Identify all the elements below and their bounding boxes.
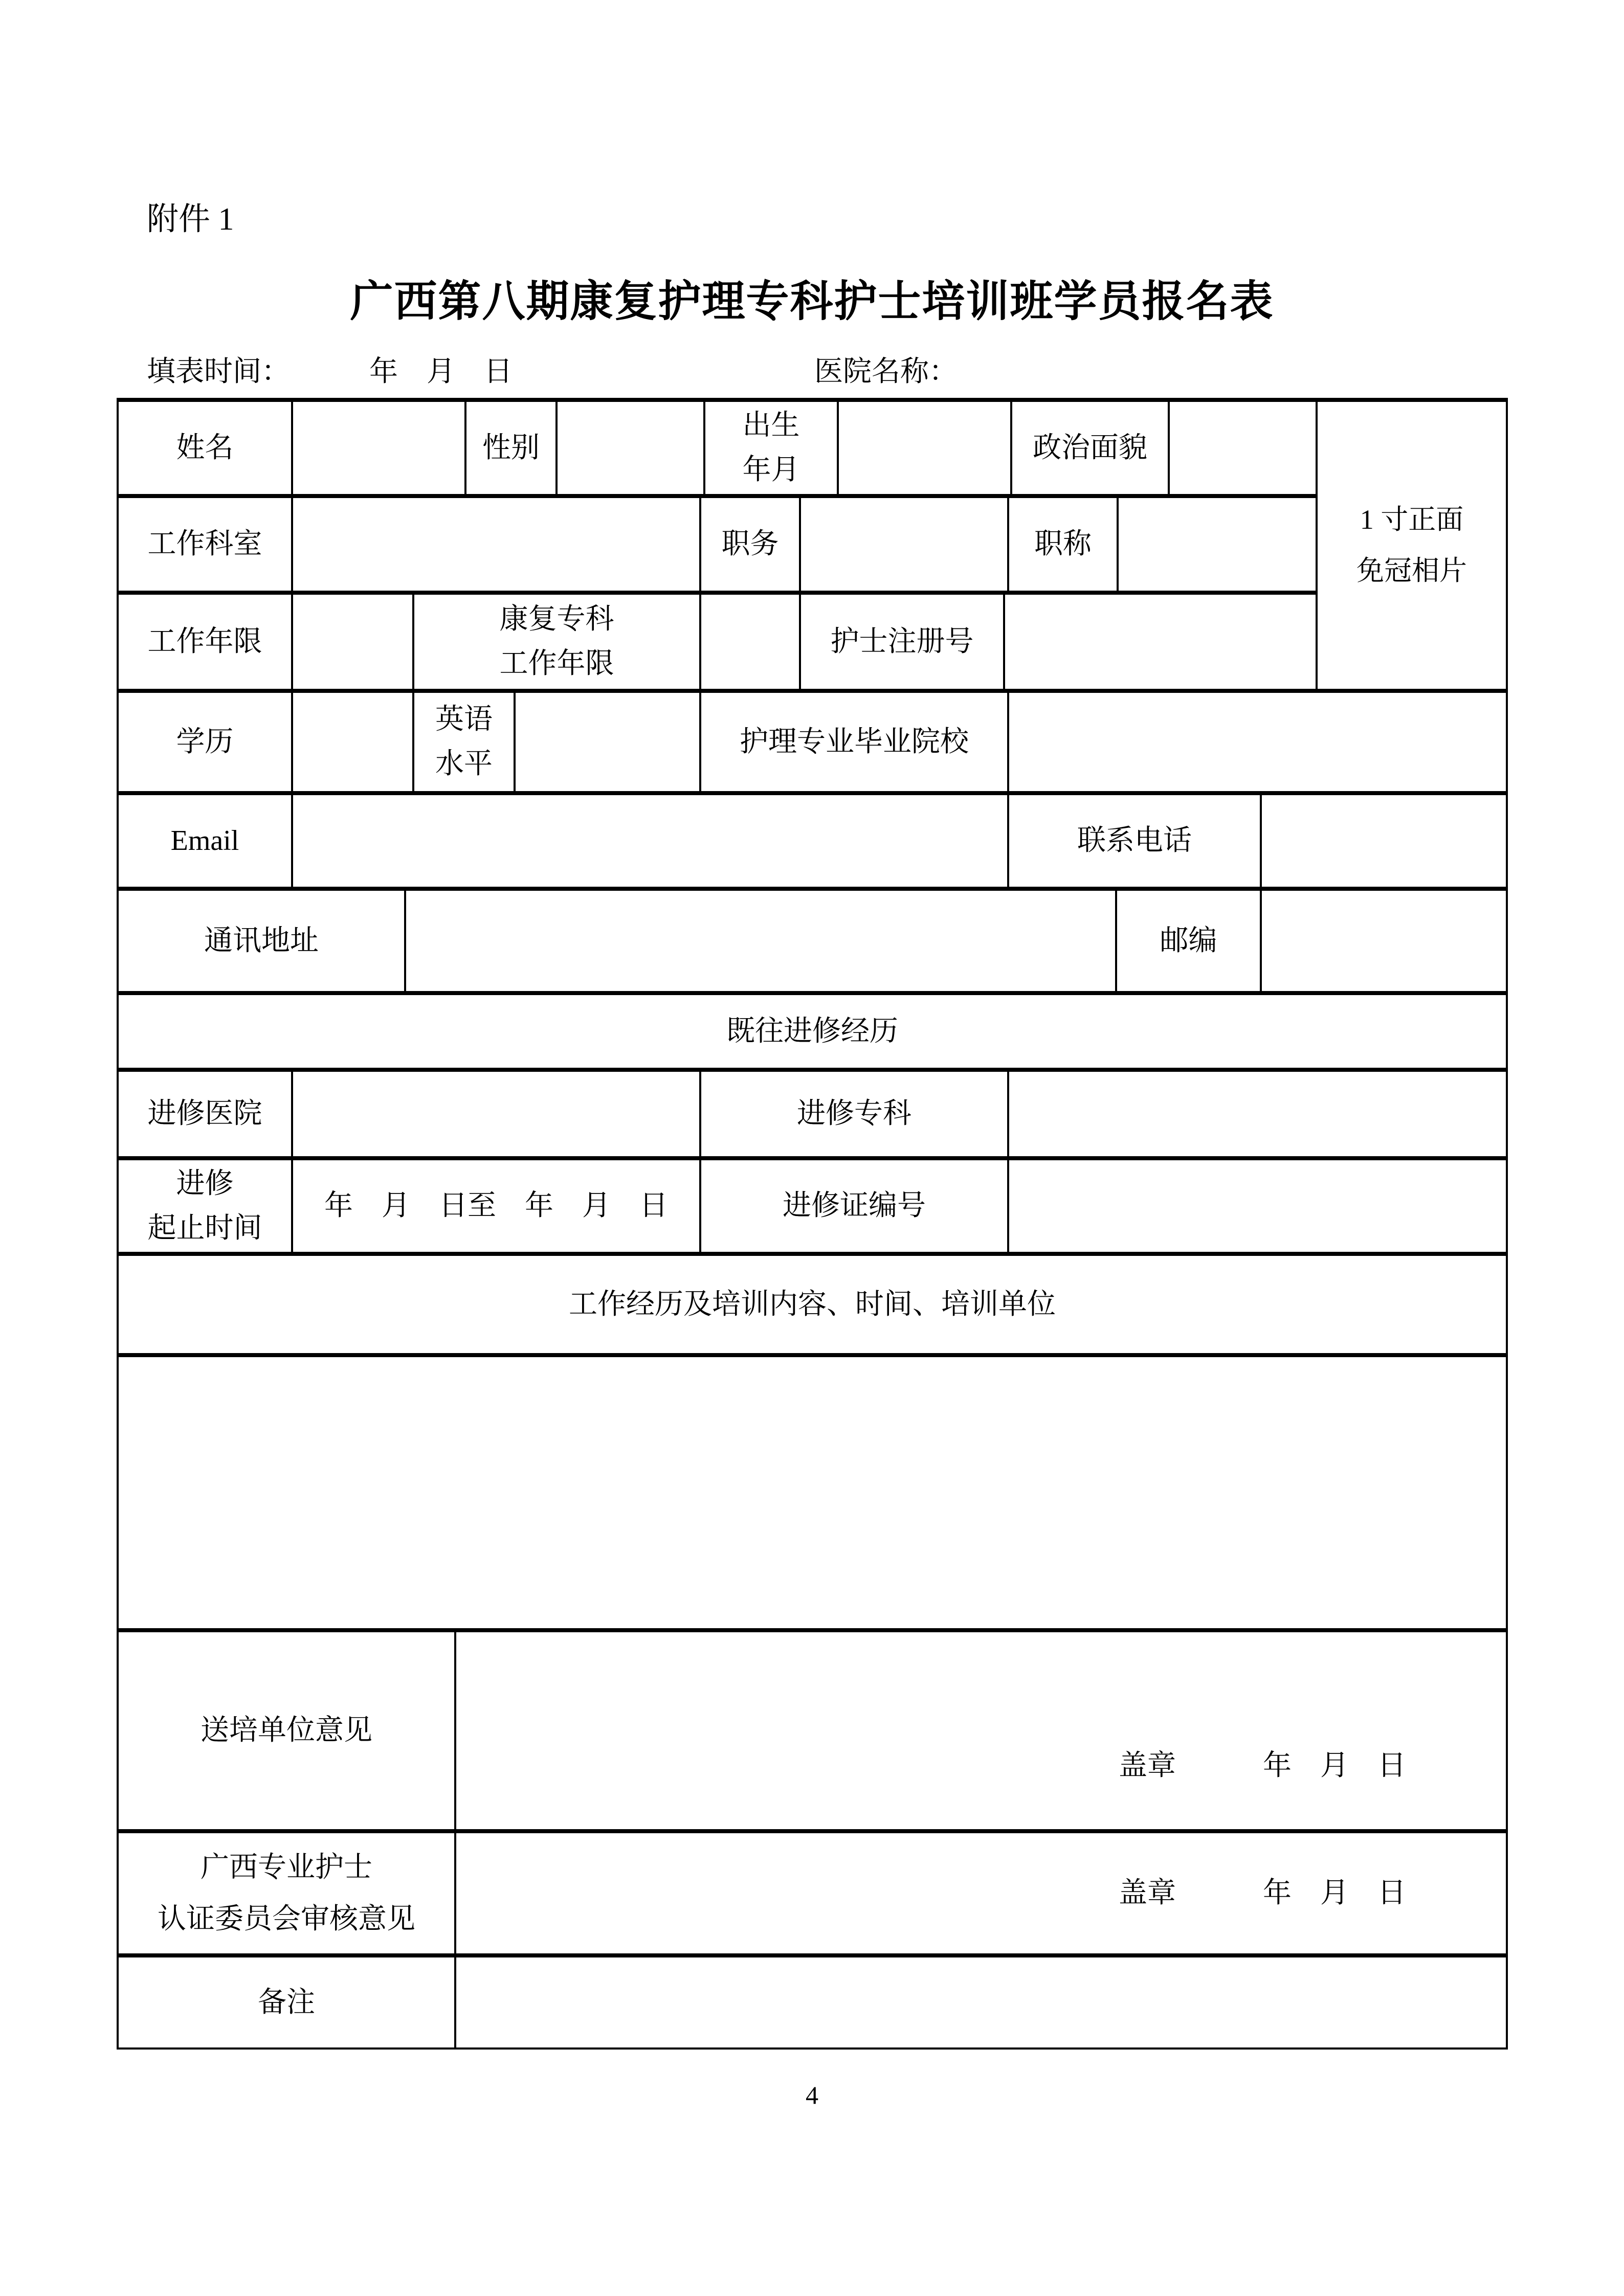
table-row-sending-unit-opinion [119,1632,1506,1833]
email-input-cell [293,795,1009,887]
gender-label: 性别 [466,402,558,494]
english-level-input-cell [516,693,701,791]
nursing-school-input-cell [1009,693,1506,791]
email-label: Email [119,795,293,887]
address-label: 通讯地址 [119,891,406,991]
rehab-work-years-input-cell [701,595,801,689]
work-history-section-header: 工作经历及培训内容、时间、培训单位 [569,1288,1056,1320]
name-label: 姓名 [119,402,293,494]
form-meta-line [0,349,1624,388]
table-row-work-history-header [119,1256,1506,1357]
education-input-cell [293,693,414,791]
nurse-registration-label: 护士注册号 [801,595,1005,689]
training-cert-no-label: 进修证编号 [701,1160,1009,1252]
birth-date-label: 出生 年月 [705,402,839,494]
table-row-past-training-header [119,995,1506,1072]
political-status-label: 政治面貌 [1012,402,1170,494]
address-input-cell [406,891,1117,991]
sending-unit-stamp-date: 年 月 日 [1263,1750,1406,1782]
training-period-label: 进修 起止时间 [119,1160,293,1252]
table-row-work-history-area [119,1357,1506,1632]
committee-stamp-date: 年 月 日 [1263,1877,1406,1909]
political-status-input-cell [1170,402,1316,494]
committee-opinion-area [456,1833,1506,1953]
department-label: 工作科室 [119,498,293,591]
phone-input-cell [1262,795,1506,887]
table-rowgroup-top [119,402,1506,693]
table-row-remarks [119,1957,1506,2047]
phone-label: 联系电话 [1009,795,1262,887]
table-row-committee-opinion [119,1833,1506,1957]
table-row-work-years [119,595,1316,689]
sending-unit-stamp-label: 盖章 [1119,1750,1176,1782]
training-cert-no-input-cell [1009,1160,1506,1252]
rehab-work-years-label: 康复专科 工作年限 [414,595,701,689]
hospital-name-label: 医院名称： [814,356,958,388]
job-title-input-cell [1119,498,1316,591]
sending-unit-opinion-area [456,1632,1506,1829]
nursing-school-label: 护理专业毕业院校 [701,693,1009,791]
work-years-input-cell [293,595,414,689]
english-level-label: 英语 水平 [414,693,516,791]
training-period-date-cell: 年 月 日至 年 月 日 [293,1160,701,1252]
name-input-cell [293,402,466,494]
table-row-education [119,693,1506,795]
remarks-input-cell [456,1957,1506,2047]
birth-date-input-cell [839,402,1012,494]
position-input-cell [801,498,1009,591]
nurse-registration-input-cell [1005,595,1316,689]
training-specialty-input-cell [1009,1072,1506,1156]
remarks-label: 备注 [119,1957,456,2047]
table-row-department [119,498,1316,595]
postcode-label: 邮编 [1117,891,1262,991]
gender-input-cell [558,402,705,494]
postcode-input-cell [1262,891,1506,991]
page-number: 4 [806,2081,818,2109]
table-row-name [119,402,1316,498]
fill-time-date-blanks: 年 月 日 [369,356,513,388]
work-years-label: 工作年限 [119,595,293,689]
past-training-section-header: 既往进修经历 [726,1015,898,1047]
form-title: 广西第八期康复护理专科护士培训班学员报名表 [350,278,1274,326]
table-row-email [119,795,1506,891]
committee-opinion-label: 广西专业护士 认证委员会审核意见 [119,1833,456,1953]
table-row-training-period [119,1160,1506,1256]
training-hospital-input-cell [293,1072,701,1156]
table-row-training-hospital [119,1072,1506,1160]
job-title-label: 职称 [1009,498,1119,591]
department-input-cell [293,498,701,591]
table-row-address [119,891,1506,995]
training-specialty-label: 进修专科 [701,1072,1009,1156]
committee-stamp-label: 盖章 [1119,1877,1176,1909]
fill-time-label: 填表时间： [147,356,290,388]
training-hospital-label: 进修医院 [119,1072,293,1156]
education-label: 学历 [119,693,293,791]
attachment-label: 附件 1 [147,202,234,237]
sending-unit-opinion-label: 送培单位意见 [119,1632,456,1829]
position-label: 职务 [701,498,801,591]
work-history-input-area [119,1357,1506,1628]
registration-table [117,398,1508,2050]
photo-placeholder-cell: 1 寸正面 免冠相片 [1316,402,1506,689]
